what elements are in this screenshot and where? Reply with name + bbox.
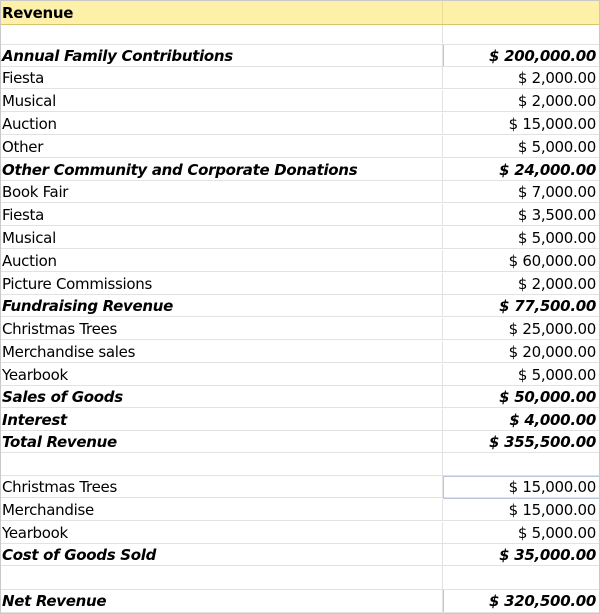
- row-value-cell[interactable]: $ 7,000.00: [517, 183, 596, 201]
- table-row: [0, 409, 600, 431]
- row-value-cell[interactable]: [443, 25, 600, 44]
- table-row: [0, 566, 600, 590]
- table-row: [0, 25, 600, 45]
- row-label-cell[interactable]: Sales of Goods: [0, 386, 443, 407]
- table-row: [0, 590, 600, 613]
- row-value-cell[interactable]: $ 5,000.00: [517, 229, 596, 247]
- row-value-cell[interactable]: $ 320,500.00: [443, 590, 600, 612]
- table-row: [0, 250, 600, 272]
- table-row: [0, 431, 600, 453]
- row-label-cell[interactable]: Yearbook: [0, 522, 443, 543]
- row-label-cell[interactable]: Merchandise: [0, 499, 443, 520]
- table-row: [0, 364, 600, 386]
- row-value-cell[interactable]: [443, 453, 600, 475]
- header-cell-value[interactable]: [443, 1, 600, 24]
- row-value-cell[interactable]: [443, 566, 600, 589]
- row-label-cell[interactable]: Musical: [0, 227, 443, 248]
- row-value-cell[interactable]: $ 200,000.00: [443, 45, 600, 66]
- row-value-cell[interactable]: $ 20,000.00: [508, 343, 596, 361]
- row-label-cell[interactable]: Christmas Trees: [0, 318, 443, 339]
- row-value-cell[interactable]: $ 5,000.00: [517, 524, 596, 542]
- row-label-cell[interactable]: Picture Commissions: [0, 273, 443, 294]
- table-row: [0, 318, 600, 340]
- row-label-cell[interactable]: Auction: [0, 113, 443, 134]
- row-value-cell[interactable]: $ 77,500.00: [499, 297, 596, 315]
- row-value-cell[interactable]: $ 15,000.00: [508, 501, 596, 519]
- row-label-cell[interactable]: Musical: [0, 90, 443, 111]
- row-value-cell[interactable]: $ 50,000.00: [499, 388, 596, 406]
- row-label-cell[interactable]: Fiesta: [0, 204, 443, 225]
- row-value-cell[interactable]: $ 2,000.00: [517, 92, 596, 110]
- header-cell-label[interactable]: Revenue: [0, 1, 443, 24]
- row-label-cell[interactable]: Total Revenue: [0, 431, 443, 452]
- table-row: [0, 341, 600, 363]
- row-value-cell[interactable]: $ 25,000.00: [508, 320, 596, 338]
- row-label-cell[interactable]: [0, 453, 443, 475]
- row-value-cell[interactable]: $ 4,000.00: [509, 411, 596, 429]
- table-row: [0, 136, 600, 158]
- row-label-cell[interactable]: Net Revenue: [0, 590, 443, 612]
- table-row: [0, 386, 600, 408]
- table-row: [0, 544, 600, 566]
- row-value-cell[interactable]: $ 24,000.00: [499, 161, 596, 179]
- row-value-cell[interactable]: $ 15,000.00: [508, 115, 596, 133]
- row-value-cell[interactable]: $ 3,500.00: [517, 206, 596, 224]
- row-label-cell[interactable]: [0, 25, 443, 44]
- row-label-cell[interactable]: Merchandise sales: [0, 341, 443, 362]
- row-label-cell[interactable]: Christmas Trees: [0, 476, 443, 497]
- table-row: [0, 159, 600, 181]
- row-value-cell[interactable]: $ 2,000.00: [517, 275, 596, 293]
- table-row: [0, 45, 600, 67]
- row-label-cell[interactable]: Annual Family Contributions: [0, 45, 443, 66]
- row-label-cell[interactable]: Cost of Goods Sold: [0, 544, 443, 565]
- table-row: [0, 204, 600, 226]
- row-value-cell[interactable]: $ 5,000.00: [517, 366, 596, 384]
- row-value-cell[interactable]: $ 35,000.00: [499, 546, 596, 564]
- row-label-cell[interactable]: Book Fair: [0, 181, 443, 202]
- table-row: [0, 67, 600, 89]
- row-value-cell[interactable]: $ 15,000.00: [508, 478, 596, 496]
- table-row: [0, 499, 600, 521]
- table-row: [0, 453, 600, 476]
- table-row: [0, 181, 600, 203]
- row-label-cell[interactable]: Yearbook: [0, 364, 443, 385]
- row-label-cell[interactable]: Fiesta: [0, 67, 443, 88]
- row-label-cell[interactable]: [0, 566, 443, 589]
- row-value-cell[interactable]: $ 355,500.00: [489, 433, 596, 451]
- row-label-cell[interactable]: Other: [0, 136, 443, 157]
- table-row: [0, 476, 600, 498]
- table-row: [0, 295, 600, 317]
- table-row: [0, 113, 600, 135]
- table-row: [0, 227, 600, 249]
- row-value-cell[interactable]: $ 2,000.00: [517, 69, 596, 87]
- row-label-cell[interactable]: Other Community and Corporate Donations: [0, 159, 443, 180]
- table-row: [0, 90, 600, 112]
- row-value-cell[interactable]: $ 60,000.00: [508, 252, 596, 270]
- row-label-cell[interactable]: Auction: [0, 250, 443, 271]
- row-value-cell[interactable]: $ 5,000.00: [517, 138, 596, 156]
- table-row: [0, 273, 600, 295]
- row-label-cell[interactable]: Fundraising Revenue: [0, 295, 443, 316]
- row-label-cell[interactable]: Interest: [0, 409, 443, 430]
- header-row: [0, 0, 600, 25]
- table-row: [0, 522, 600, 544]
